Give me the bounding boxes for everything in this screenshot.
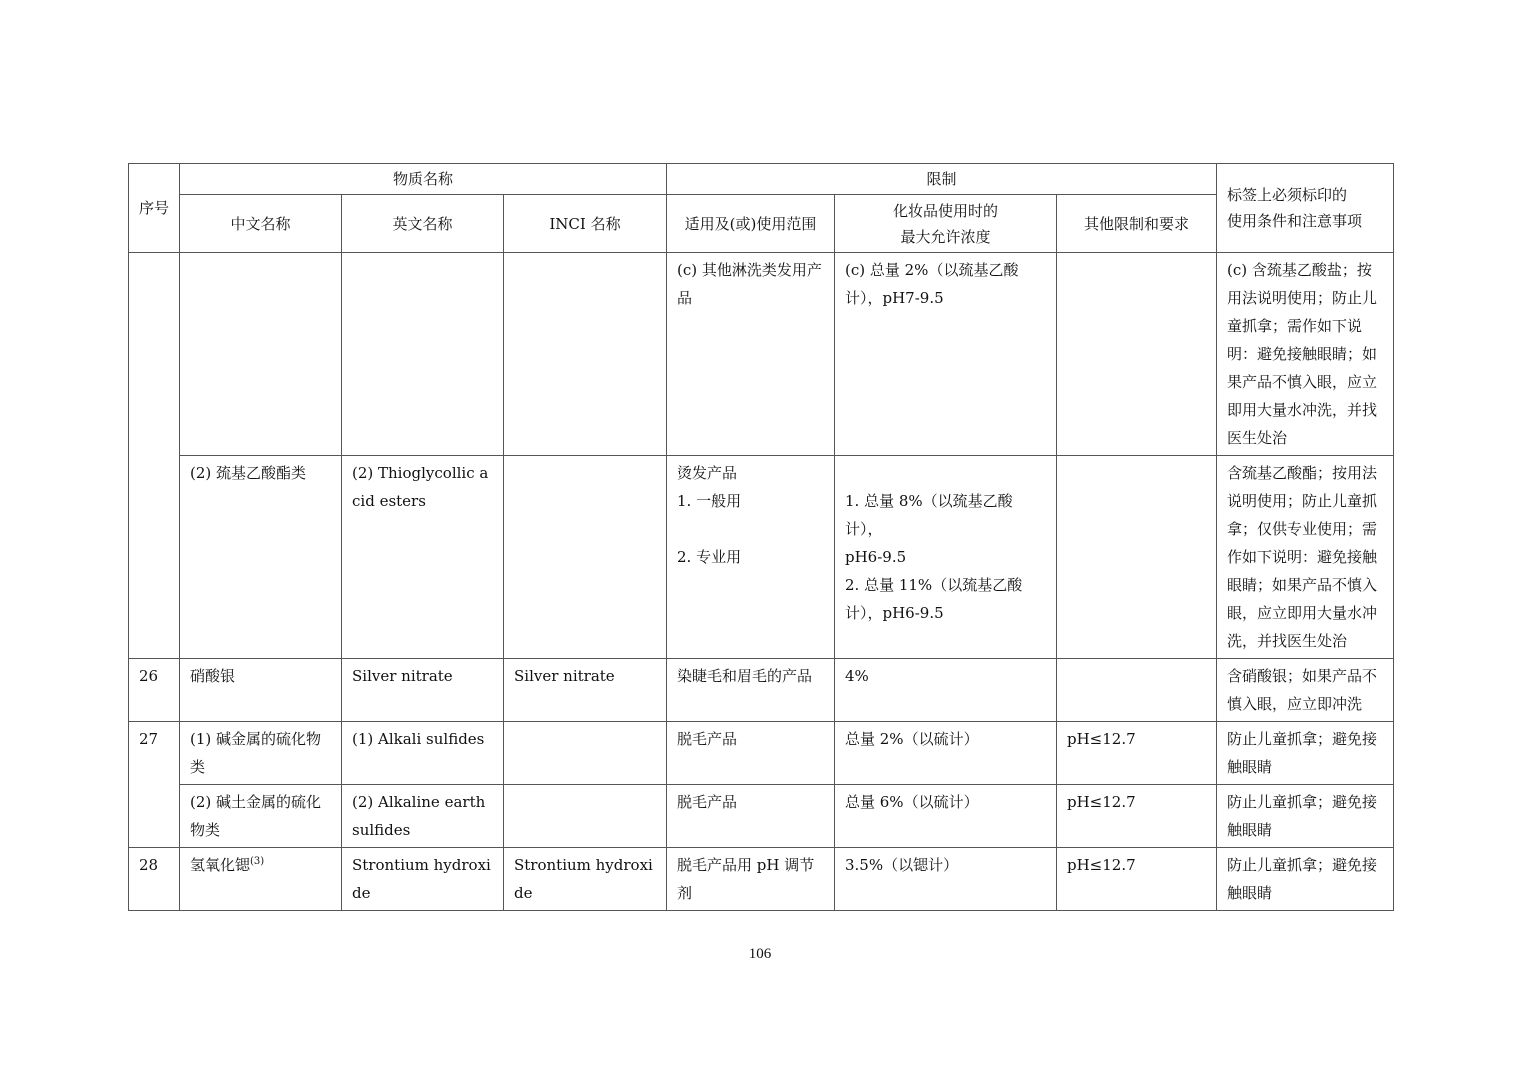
- inci-name-cell: Silver nitrate: [504, 659, 667, 722]
- en-name-cell: (2) Thioglycollic acid esters: [342, 456, 504, 659]
- header-seq: 序号: [129, 164, 180, 253]
- label-cell: 防止儿童抓拿；避免接触眼睛: [1217, 722, 1394, 785]
- scope-cell: (c) 其他淋洗类发用产品: [667, 253, 835, 456]
- scope-cell: 烫发产品 1. 一般用 2. 专业用: [667, 456, 835, 659]
- inci-name-cell: [504, 253, 667, 456]
- concentration-cell: 总量 2%（以硫计）: [835, 722, 1057, 785]
- table-row: [129, 848, 1394, 911]
- header-substance-name: 物质名称: [180, 164, 667, 195]
- inci-name-cell: [504, 785, 667, 848]
- en-name-cell: (1) Alkali sulfides: [342, 722, 504, 785]
- inci-name-cell: [504, 722, 667, 785]
- scope-cell: 脱毛产品用 pH 调节剂: [667, 848, 835, 911]
- other-cell: [1057, 253, 1217, 456]
- header-scope: 适用及(或)使用范围: [667, 195, 835, 253]
- header-row-2: [129, 195, 1394, 253]
- concentration-cell: 3.5%（以锶计）: [835, 848, 1057, 911]
- cn-name-cell: (1) 碱金属的硫化物类: [180, 722, 342, 785]
- cn-name-cell: (2) 碱土金属的硫化物类: [180, 785, 342, 848]
- regulation-table: [128, 163, 1394, 911]
- en-name-cell: [342, 253, 504, 456]
- concentration-cell: (c) 总量 2%（以巯基乙酸计），pH7-9.5: [835, 253, 1057, 456]
- scope-cell: 脱毛产品: [667, 722, 835, 785]
- page-number: 106: [748, 946, 772, 962]
- concentration-cell: 总量 6%（以硫计）: [835, 785, 1057, 848]
- header-other-restrictions: 其他限制和要求: [1057, 195, 1217, 253]
- table-row: [129, 253, 1394, 456]
- label-cell: 含硝酸银；如果产品不慎入眼，应立即冲洗: [1217, 659, 1394, 722]
- en-name-cell: (2) Alkaline earth sulfides: [342, 785, 504, 848]
- inci-name-cell: Strontium hydroxide: [504, 848, 667, 911]
- cn-name-text: 氢氧化锶: [190, 856, 251, 874]
- other-cell: [1057, 659, 1217, 722]
- other-cell: pH≤12.7: [1057, 785, 1217, 848]
- label-cell: (c) 含巯基乙酸盐；按用法说明使用；防止儿童抓拿；需作如下说明：避免接触眼睛；如果产品不慎入眼，应立即用大量水冲洗，并找医生处治: [1217, 253, 1394, 456]
- footnote-marker: (3): [250, 856, 265, 867]
- header-restriction: 限制: [667, 164, 1217, 195]
- seq-cell: 27: [129, 722, 180, 848]
- header-chinese-name: 中文名称: [180, 195, 342, 253]
- cn-name-cell: (2) 巯基乙酸酯类: [180, 456, 342, 659]
- scope-cell: 脱毛产品: [667, 785, 835, 848]
- other-cell: pH≤12.7: [1057, 848, 1217, 911]
- en-name-cell: Silver nitrate: [342, 659, 504, 722]
- concentration-cell: 1. 总量 8%（以巯基乙酸计）， pH6-9.5 2. 总量 11%（以巯基乙酸计），pH6-9.5: [835, 456, 1057, 659]
- seq-cell: 28: [129, 848, 180, 911]
- table-row: [129, 785, 1394, 848]
- en-name-cell: Strontium hydroxide: [342, 848, 504, 911]
- other-cell: pH≤12.7: [1057, 722, 1217, 785]
- label-cell: 防止儿童抓拿；避免接触眼睛: [1217, 785, 1394, 848]
- cn-name-cell: [180, 848, 342, 911]
- cn-name-cell: [180, 253, 342, 456]
- label-cell: 防止儿童抓拿；避免接触眼睛: [1217, 848, 1394, 911]
- label-cell: 含巯基乙酸酯；按用法说明使用；防止儿童抓拿；仅供专业使用；需作如下说明：避免接触眼睛；如果产品不慎入眼，应立即用大量水冲洗，并找医生处治: [1217, 456, 1394, 659]
- table-row: [129, 456, 1394, 659]
- header-max-concentration: 化妆品使用时的 最大允许浓度: [835, 195, 1057, 253]
- header-english-name: 英文名称: [342, 195, 504, 253]
- table-row: [129, 722, 1394, 785]
- header-row-1: [129, 164, 1394, 195]
- seq-cell: 26: [129, 659, 180, 722]
- table-row: [129, 659, 1394, 722]
- inci-name-cell: [504, 456, 667, 659]
- header-label-conditions: 标签上必须标印的 使用条件和注意事项: [1217, 164, 1394, 253]
- concentration-cell: 4%: [835, 659, 1057, 722]
- seq-cell: [129, 253, 180, 659]
- cn-name-cell: 硝酸银: [180, 659, 342, 722]
- other-cell: [1057, 456, 1217, 659]
- header-inci-name: INCI 名称: [504, 195, 667, 253]
- scope-cell: 染睫毛和眉毛的产品: [667, 659, 835, 722]
